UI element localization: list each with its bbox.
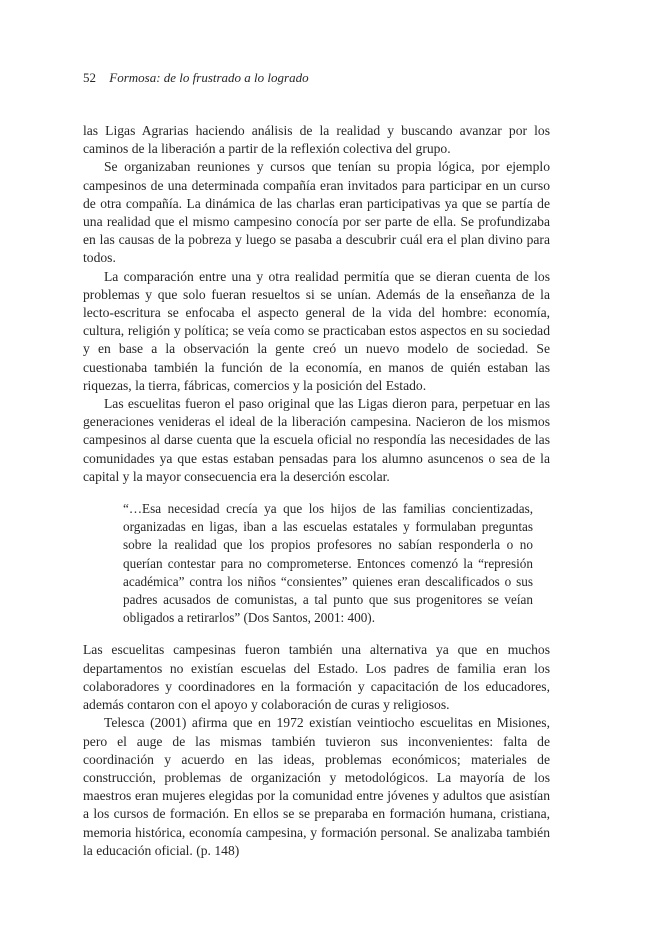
paragraph: Las escuelitas campesinas fueron también una alternativa ya que en muchos departamentos no existían escuelas del Estado. Los padres de familia eran los colaboradores y coordinadores en la formación y capacitación de los educadores, además contaron con el apoyo y colaboración de curas y religiosos.	[83, 642, 550, 713]
paragraph: La comparación entre una y otra realidad permitía que se dieran cuenta de los problemas y que solo fueran resueltos si se unían. Además de la enseñanza de la lecto-escritura se enfocaba el aspecto general de la vida del hombre: economía, cultura, religión y política; se veía como se practicaban estos aspectos en su sociedad y en base a la observación la gente creó un nuevo modelo de sociedad. Se cuestionaba también la función de la economía, en manos de quién estaban las riquezas, la tierra, fábricas, comercios y la posición del Estado.	[83, 268, 550, 393]
body-text	[83, 122, 550, 860]
paragraph-continued: las Ligas Agrarias haciendo análisis de la realidad y buscando avanzar por los caminos de la liberación a partir de la reflexión colectiva del grupo.	[83, 123, 550, 157]
running-header	[83, 70, 309, 86]
paragraph: Se organizaban reuniones y cursos que tenían su propia lógica, por ejemplo campesinos de una determinada compañía eran invitados para participar en un curso de otra compañía. La dinámica de las charlas eran participativas ya que se partía de una realidad que el mismo campesino conocía por ser parte de ella. Se profundizaba en las causas de la pobreza y luego se pasaba a descubrir cuál era el plan divino para todos.	[83, 159, 550, 266]
paragraph: Telesca (2001) afirma que en 1972 existían veintiocho escuelitas en Misiones, pero el auge de las mismas también tuvieron sus inconvenientes: falta de coordinación y acuerdo en las ideas, problemas económicos; materiales de construcción, problemas de organización y metodológicos. La mayoría de los maestros eran mujeres elegidas por la comunidad entre jóvenes y adultos que asistían a los cursos de formación. En ellos se se preparaba en formación humana, cristiana, memoria histórica, economía campesina, y formación personal. Se analizaba también la educación oficial. (p. 148)	[83, 715, 550, 858]
paragraph: Las escuelitas fueron el paso original que las Ligas dieron para, perpetuar en las generaciones venideras el ideal de la liberación campesina. Nacieron de los mismos campesinos al darse cuenta que la escuela oficial no respondía las necesidades de las comunidades ya que estas estaban pensadas para los alumno asuncenos o sea de la capital y la mayor consecuencia era la deserción escolar.	[83, 396, 550, 484]
running-title: Formosa: de lo frustrado a lo logrado	[109, 70, 309, 85]
block-quote: “…Esa necesidad crecía ya que los hijos de las familias concientizadas, organizadas en ligas, iban a las escuelas estatales y formulaban preguntas sobre la realidad que los propios profesores no sabían responderla o no querían contestar para no comprometerse. Entonces comenzó la “represión académica” contra los niños “consientes” quienes eran descalificados o sus padres acusados de comunistas, a tal punto que sus progenitores se veían obligados a retirarlos” (Dos Santos, 2001: 400).	[123, 501, 533, 626]
page-number: 52	[83, 70, 96, 85]
